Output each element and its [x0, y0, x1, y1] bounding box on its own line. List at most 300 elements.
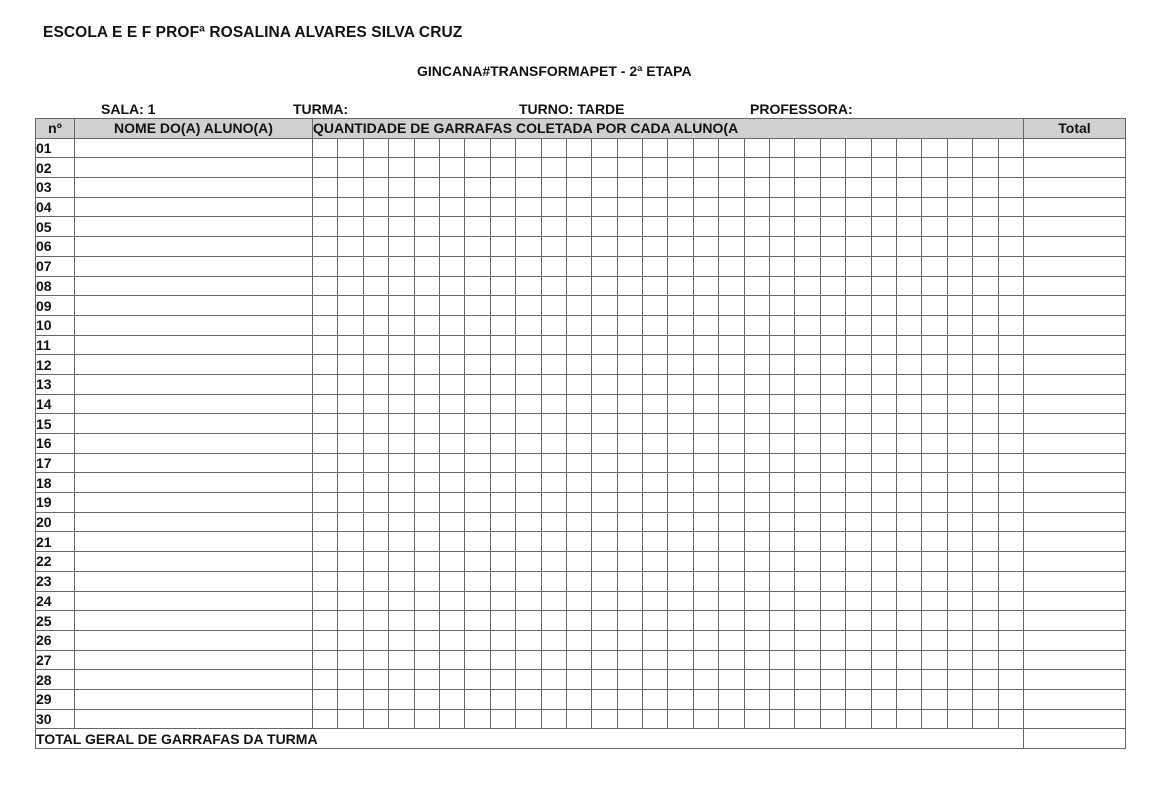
bottle-count-cell[interactable]: [592, 374, 617, 394]
bottle-count-cell[interactable]: [719, 355, 744, 375]
bottle-count-cell[interactable]: [363, 217, 388, 237]
bottle-count-cell[interactable]: [566, 394, 591, 414]
bottle-count-cell[interactable]: [439, 552, 464, 572]
bottle-count-cell[interactable]: [617, 591, 642, 611]
bottle-count-cell[interactable]: [973, 197, 998, 217]
bottle-count-cell[interactable]: [744, 611, 769, 631]
bottle-count-cell[interactable]: [313, 473, 338, 493]
bottle-count-cell[interactable]: [338, 709, 363, 729]
bottle-count-cell[interactable]: [414, 178, 439, 198]
bottle-count-cell[interactable]: [871, 434, 896, 454]
bottle-count-cell[interactable]: [592, 473, 617, 493]
bottle-count-cell[interactable]: [744, 453, 769, 473]
bottle-count-cell[interactable]: [566, 256, 591, 276]
bottle-count-cell[interactable]: [414, 611, 439, 631]
bottle-count-cell[interactable]: [871, 453, 896, 473]
bottle-count-cell[interactable]: [947, 315, 972, 335]
bottle-count-cell[interactable]: [998, 630, 1023, 650]
row-total-cell[interactable]: [1024, 414, 1126, 434]
bottle-count-cell[interactable]: [973, 532, 998, 552]
bottle-count-cell[interactable]: [871, 276, 896, 296]
bottle-count-cell[interactable]: [922, 650, 947, 670]
bottle-count-cell[interactable]: [871, 532, 896, 552]
bottle-count-cell[interactable]: [947, 571, 972, 591]
bottle-count-cell[interactable]: [795, 355, 820, 375]
bottle-count-cell[interactable]: [871, 178, 896, 198]
student-name-cell[interactable]: [75, 709, 313, 729]
bottle-count-cell[interactable]: [414, 394, 439, 414]
bottle-count-cell[interactable]: [744, 217, 769, 237]
row-total-cell[interactable]: [1024, 473, 1126, 493]
bottle-count-cell[interactable]: [846, 414, 871, 434]
bottle-count-cell[interactable]: [922, 552, 947, 572]
bottle-count-cell[interactable]: [465, 709, 490, 729]
bottle-count-cell[interactable]: [592, 591, 617, 611]
bottle-count-cell[interactable]: [541, 689, 566, 709]
bottle-count-cell[interactable]: [389, 355, 414, 375]
bottle-count-cell[interactable]: [668, 473, 693, 493]
bottle-count-cell[interactable]: [846, 512, 871, 532]
bottle-count-cell[interactable]: [770, 670, 795, 690]
bottle-count-cell[interactable]: [820, 394, 845, 414]
bottle-count-cell[interactable]: [541, 434, 566, 454]
bottle-count-cell[interactable]: [744, 414, 769, 434]
bottle-count-cell[interactable]: [896, 650, 921, 670]
bottle-count-cell[interactable]: [871, 237, 896, 257]
bottle-count-cell[interactable]: [516, 256, 541, 276]
row-total-cell[interactable]: [1024, 296, 1126, 316]
bottle-count-cell[interactable]: [744, 571, 769, 591]
bottle-count-cell[interactable]: [617, 237, 642, 257]
bottle-count-cell[interactable]: [439, 197, 464, 217]
bottle-count-cell[interactable]: [795, 296, 820, 316]
bottle-count-cell[interactable]: [668, 434, 693, 454]
bottle-count-cell[interactable]: [490, 296, 515, 316]
row-total-cell[interactable]: [1024, 276, 1126, 296]
row-total-cell[interactable]: [1024, 335, 1126, 355]
bottle-count-cell[interactable]: [693, 197, 718, 217]
bottle-count-cell[interactable]: [338, 532, 363, 552]
bottle-count-cell[interactable]: [998, 355, 1023, 375]
bottle-count-cell[interactable]: [592, 453, 617, 473]
bottle-count-cell[interactable]: [820, 217, 845, 237]
bottle-count-cell[interactable]: [998, 512, 1023, 532]
student-name-cell[interactable]: [75, 611, 313, 631]
bottle-count-cell[interactable]: [668, 138, 693, 158]
bottle-count-cell[interactable]: [643, 453, 668, 473]
bottle-count-cell[interactable]: [617, 532, 642, 552]
bottle-count-cell[interactable]: [363, 276, 388, 296]
bottle-count-cell[interactable]: [414, 670, 439, 690]
bottle-count-cell[interactable]: [338, 670, 363, 690]
bottle-count-cell[interactable]: [922, 473, 947, 493]
row-total-cell[interactable]: [1024, 138, 1126, 158]
bottle-count-cell[interactable]: [465, 512, 490, 532]
bottle-count-cell[interactable]: [820, 630, 845, 650]
bottle-count-cell[interactable]: [516, 414, 541, 434]
bottle-count-cell[interactable]: [719, 670, 744, 690]
bottle-count-cell[interactable]: [516, 178, 541, 198]
bottle-count-cell[interactable]: [795, 512, 820, 532]
bottle-count-cell[interactable]: [389, 296, 414, 316]
bottle-count-cell[interactable]: [389, 650, 414, 670]
bottle-count-cell[interactable]: [871, 512, 896, 532]
bottle-count-cell[interactable]: [896, 532, 921, 552]
bottle-count-cell[interactable]: [846, 709, 871, 729]
bottle-count-cell[interactable]: [896, 689, 921, 709]
bottle-count-cell[interactable]: [643, 217, 668, 237]
bottle-count-cell[interactable]: [389, 256, 414, 276]
bottle-count-cell[interactable]: [973, 414, 998, 434]
bottle-count-cell[interactable]: [516, 315, 541, 335]
bottle-count-cell[interactable]: [973, 512, 998, 532]
bottle-count-cell[interactable]: [668, 335, 693, 355]
bottle-count-cell[interactable]: [566, 414, 591, 434]
bottle-count-cell[interactable]: [871, 473, 896, 493]
bottle-count-cell[interactable]: [338, 197, 363, 217]
bottle-count-cell[interactable]: [566, 355, 591, 375]
bottle-count-cell[interactable]: [846, 552, 871, 572]
row-total-cell[interactable]: [1024, 394, 1126, 414]
bottle-count-cell[interactable]: [389, 670, 414, 690]
bottle-count-cell[interactable]: [947, 434, 972, 454]
bottle-count-cell[interactable]: [592, 237, 617, 257]
bottle-count-cell[interactable]: [643, 335, 668, 355]
bottle-count-cell[interactable]: [643, 571, 668, 591]
bottle-count-cell[interactable]: [998, 276, 1023, 296]
bottle-count-cell[interactable]: [541, 315, 566, 335]
bottle-count-cell[interactable]: [795, 217, 820, 237]
bottle-count-cell[interactable]: [592, 434, 617, 454]
bottle-count-cell[interactable]: [414, 315, 439, 335]
bottle-count-cell[interactable]: [490, 571, 515, 591]
bottle-count-cell[interactable]: [998, 296, 1023, 316]
bottle-count-cell[interactable]: [744, 138, 769, 158]
bottle-count-cell[interactable]: [490, 512, 515, 532]
bottle-count-cell[interactable]: [389, 197, 414, 217]
bottle-count-cell[interactable]: [744, 552, 769, 572]
bottle-count-cell[interactable]: [490, 256, 515, 276]
bottle-count-cell[interactable]: [922, 611, 947, 631]
bottle-count-cell[interactable]: [871, 394, 896, 414]
bottle-count-cell[interactable]: [592, 178, 617, 198]
bottle-count-cell[interactable]: [744, 178, 769, 198]
bottle-count-cell[interactable]: [770, 217, 795, 237]
bottle-count-cell[interactable]: [566, 630, 591, 650]
bottle-count-cell[interactable]: [338, 591, 363, 611]
bottle-count-cell[interactable]: [973, 374, 998, 394]
bottle-count-cell[interactable]: [896, 237, 921, 257]
bottle-count-cell[interactable]: [973, 591, 998, 611]
row-total-cell[interactable]: [1024, 650, 1126, 670]
student-name-cell[interactable]: [75, 453, 313, 473]
bottle-count-cell[interactable]: [566, 434, 591, 454]
bottle-count-cell[interactable]: [643, 138, 668, 158]
bottle-count-cell[interactable]: [846, 591, 871, 611]
bottle-count-cell[interactable]: [846, 650, 871, 670]
bottle-count-cell[interactable]: [973, 709, 998, 729]
bottle-count-cell[interactable]: [947, 611, 972, 631]
bottle-count-cell[interactable]: [643, 709, 668, 729]
bottle-count-cell[interactable]: [363, 414, 388, 434]
bottle-count-cell[interactable]: [490, 591, 515, 611]
bottle-count-cell[interactable]: [363, 611, 388, 631]
bottle-count-cell[interactable]: [770, 178, 795, 198]
bottle-count-cell[interactable]: [795, 178, 820, 198]
bottle-count-cell[interactable]: [947, 178, 972, 198]
bottle-count-cell[interactable]: [922, 178, 947, 198]
bottle-count-cell[interactable]: [363, 315, 388, 335]
bottle-count-cell[interactable]: [693, 630, 718, 650]
bottle-count-cell[interactable]: [516, 473, 541, 493]
bottle-count-cell[interactable]: [896, 315, 921, 335]
row-total-cell[interactable]: [1024, 493, 1126, 513]
bottle-count-cell[interactable]: [896, 197, 921, 217]
bottle-count-cell[interactable]: [541, 571, 566, 591]
bottle-count-cell[interactable]: [439, 276, 464, 296]
bottle-count-cell[interactable]: [338, 158, 363, 178]
bottle-count-cell[interactable]: [490, 473, 515, 493]
bottle-count-cell[interactable]: [820, 138, 845, 158]
bottle-count-cell[interactable]: [566, 158, 591, 178]
row-total-cell[interactable]: [1024, 611, 1126, 631]
bottle-count-cell[interactable]: [617, 650, 642, 670]
bottle-count-cell[interactable]: [439, 512, 464, 532]
bottle-count-cell[interactable]: [439, 532, 464, 552]
bottle-count-cell[interactable]: [719, 374, 744, 394]
bottle-count-cell[interactable]: [439, 670, 464, 690]
bottle-count-cell[interactable]: [896, 158, 921, 178]
bottle-count-cell[interactable]: [592, 689, 617, 709]
bottle-count-cell[interactable]: [922, 394, 947, 414]
bottle-count-cell[interactable]: [770, 414, 795, 434]
bottle-count-cell[interactable]: [313, 434, 338, 454]
bottle-count-cell[interactable]: [313, 276, 338, 296]
bottle-count-cell[interactable]: [744, 591, 769, 611]
bottle-count-cell[interactable]: [896, 217, 921, 237]
bottle-count-cell[interactable]: [922, 512, 947, 532]
student-name-cell[interactable]: [75, 335, 313, 355]
bottle-count-cell[interactable]: [516, 453, 541, 473]
bottle-count-cell[interactable]: [414, 197, 439, 217]
bottle-count-cell[interactable]: [719, 709, 744, 729]
bottle-count-cell[interactable]: [795, 453, 820, 473]
bottle-count-cell[interactable]: [617, 335, 642, 355]
bottle-count-cell[interactable]: [693, 414, 718, 434]
student-name-cell[interactable]: [75, 670, 313, 690]
bottle-count-cell[interactable]: [313, 237, 338, 257]
bottle-count-cell[interactable]: [439, 414, 464, 434]
bottle-count-cell[interactable]: [490, 355, 515, 375]
row-total-cell[interactable]: [1024, 374, 1126, 394]
bottle-count-cell[interactable]: [439, 355, 464, 375]
bottle-count-cell[interactable]: [516, 237, 541, 257]
bottle-count-cell[interactable]: [643, 374, 668, 394]
bottle-count-cell[interactable]: [998, 315, 1023, 335]
bottle-count-cell[interactable]: [795, 670, 820, 690]
bottle-count-cell[interactable]: [643, 689, 668, 709]
bottle-count-cell[interactable]: [338, 473, 363, 493]
bottle-count-cell[interactable]: [465, 591, 490, 611]
bottle-count-cell[interactable]: [744, 394, 769, 414]
bottle-count-cell[interactable]: [947, 217, 972, 237]
bottle-count-cell[interactable]: [795, 237, 820, 257]
bottle-count-cell[interactable]: [592, 493, 617, 513]
bottle-count-cell[interactable]: [490, 453, 515, 473]
bottle-count-cell[interactable]: [439, 158, 464, 178]
bottle-count-cell[interactable]: [516, 374, 541, 394]
bottle-count-cell[interactable]: [617, 394, 642, 414]
bottle-count-cell[interactable]: [795, 315, 820, 335]
bottle-count-cell[interactable]: [414, 689, 439, 709]
bottle-count-cell[interactable]: [744, 374, 769, 394]
bottle-count-cell[interactable]: [643, 315, 668, 335]
bottle-count-cell[interactable]: [414, 493, 439, 513]
bottle-count-cell[interactable]: [744, 650, 769, 670]
bottle-count-cell[interactable]: [465, 315, 490, 335]
bottle-count-cell[interactable]: [668, 197, 693, 217]
bottle-count-cell[interactable]: [896, 414, 921, 434]
bottle-count-cell[interactable]: [389, 335, 414, 355]
bottle-count-cell[interactable]: [338, 512, 363, 532]
bottle-count-cell[interactable]: [490, 650, 515, 670]
bottle-count-cell[interactable]: [338, 493, 363, 513]
bottle-count-cell[interactable]: [820, 335, 845, 355]
bottle-count-cell[interactable]: [414, 650, 439, 670]
bottle-count-cell[interactable]: [668, 256, 693, 276]
bottle-count-cell[interactable]: [846, 453, 871, 473]
bottle-count-cell[interactable]: [820, 158, 845, 178]
bottle-count-cell[interactable]: [846, 434, 871, 454]
bottle-count-cell[interactable]: [643, 296, 668, 316]
bottle-count-cell[interactable]: [338, 374, 363, 394]
bottle-count-cell[interactable]: [947, 630, 972, 650]
bottle-count-cell[interactable]: [973, 296, 998, 316]
bottle-count-cell[interactable]: [693, 256, 718, 276]
bottle-count-cell[interactable]: [922, 670, 947, 690]
bottle-count-cell[interactable]: [744, 630, 769, 650]
bottle-count-cell[interactable]: [313, 670, 338, 690]
bottle-count-cell[interactable]: [998, 670, 1023, 690]
student-name-cell[interactable]: [75, 434, 313, 454]
bottle-count-cell[interactable]: [617, 493, 642, 513]
bottle-count-cell[interactable]: [490, 217, 515, 237]
bottle-count-cell[interactable]: [922, 158, 947, 178]
bottle-count-cell[interactable]: [490, 138, 515, 158]
bottle-count-cell[interactable]: [998, 473, 1023, 493]
bottle-count-cell[interactable]: [693, 532, 718, 552]
bottle-count-cell[interactable]: [922, 374, 947, 394]
student-name-cell[interactable]: [75, 178, 313, 198]
bottle-count-cell[interactable]: [363, 237, 388, 257]
bottle-count-cell[interactable]: [592, 394, 617, 414]
bottle-count-cell[interactable]: [338, 650, 363, 670]
bottle-count-cell[interactable]: [439, 178, 464, 198]
bottle-count-cell[interactable]: [439, 434, 464, 454]
bottle-count-cell[interactable]: [389, 276, 414, 296]
bottle-count-cell[interactable]: [592, 197, 617, 217]
bottle-count-cell[interactable]: [795, 276, 820, 296]
row-total-cell[interactable]: [1024, 256, 1126, 276]
bottle-count-cell[interactable]: [643, 670, 668, 690]
bottle-count-cell[interactable]: [795, 709, 820, 729]
bottle-count-cell[interactable]: [592, 552, 617, 572]
bottle-count-cell[interactable]: [490, 335, 515, 355]
student-name-cell[interactable]: [75, 217, 313, 237]
bottle-count-cell[interactable]: [719, 138, 744, 158]
bottle-count-cell[interactable]: [770, 473, 795, 493]
student-name-cell[interactable]: [75, 256, 313, 276]
bottle-count-cell[interactable]: [617, 158, 642, 178]
bottle-count-cell[interactable]: [846, 571, 871, 591]
bottle-count-cell[interactable]: [516, 532, 541, 552]
bottle-count-cell[interactable]: [947, 650, 972, 670]
bottle-count-cell[interactable]: [795, 650, 820, 670]
bottle-count-cell[interactable]: [414, 591, 439, 611]
bottle-count-cell[interactable]: [770, 611, 795, 631]
bottle-count-cell[interactable]: [490, 689, 515, 709]
bottle-count-cell[interactable]: [313, 178, 338, 198]
bottle-count-cell[interactable]: [490, 178, 515, 198]
bottle-count-cell[interactable]: [490, 315, 515, 335]
bottle-count-cell[interactable]: [922, 453, 947, 473]
bottle-count-cell[interactable]: [389, 237, 414, 257]
bottle-count-cell[interactable]: [313, 689, 338, 709]
bottle-count-cell[interactable]: [592, 158, 617, 178]
bottle-count-cell[interactable]: [541, 611, 566, 631]
bottle-count-cell[interactable]: [389, 552, 414, 572]
bottle-count-cell[interactable]: [516, 493, 541, 513]
bottle-count-cell[interactable]: [719, 571, 744, 591]
bottle-count-cell[interactable]: [668, 630, 693, 650]
bottle-count-cell[interactable]: [719, 650, 744, 670]
bottle-count-cell[interactable]: [643, 414, 668, 434]
bottle-count-cell[interactable]: [896, 630, 921, 650]
bottle-count-cell[interactable]: [744, 335, 769, 355]
bottle-count-cell[interactable]: [541, 355, 566, 375]
bottle-count-cell[interactable]: [998, 237, 1023, 257]
bottle-count-cell[interactable]: [795, 473, 820, 493]
bottle-count-cell[interactable]: [973, 630, 998, 650]
bottle-count-cell[interactable]: [820, 571, 845, 591]
bottle-count-cell[interactable]: [363, 552, 388, 572]
bottle-count-cell[interactable]: [998, 611, 1023, 631]
bottle-count-cell[interactable]: [770, 237, 795, 257]
bottle-count-cell[interactable]: [896, 552, 921, 572]
bottle-count-cell[interactable]: [414, 532, 439, 552]
bottle-count-cell[interactable]: [922, 591, 947, 611]
bottle-count-cell[interactable]: [820, 650, 845, 670]
bottle-count-cell[interactable]: [947, 689, 972, 709]
bottle-count-cell[interactable]: [516, 709, 541, 729]
bottle-count-cell[interactable]: [363, 178, 388, 198]
bottle-count-cell[interactable]: [770, 394, 795, 414]
bottle-count-cell[interactable]: [846, 197, 871, 217]
bottle-count-cell[interactable]: [643, 493, 668, 513]
bottle-count-cell[interactable]: [389, 453, 414, 473]
bottle-count-cell[interactable]: [313, 650, 338, 670]
bottle-count-cell[interactable]: [541, 650, 566, 670]
bottle-count-cell[interactable]: [871, 552, 896, 572]
bottle-count-cell[interactable]: [313, 335, 338, 355]
bottle-count-cell[interactable]: [516, 276, 541, 296]
bottle-count-cell[interactable]: [719, 178, 744, 198]
bottle-count-cell[interactable]: [998, 650, 1023, 670]
bottle-count-cell[interactable]: [313, 571, 338, 591]
bottle-count-cell[interactable]: [313, 591, 338, 611]
bottle-count-cell[interactable]: [465, 532, 490, 552]
bottle-count-cell[interactable]: [871, 138, 896, 158]
